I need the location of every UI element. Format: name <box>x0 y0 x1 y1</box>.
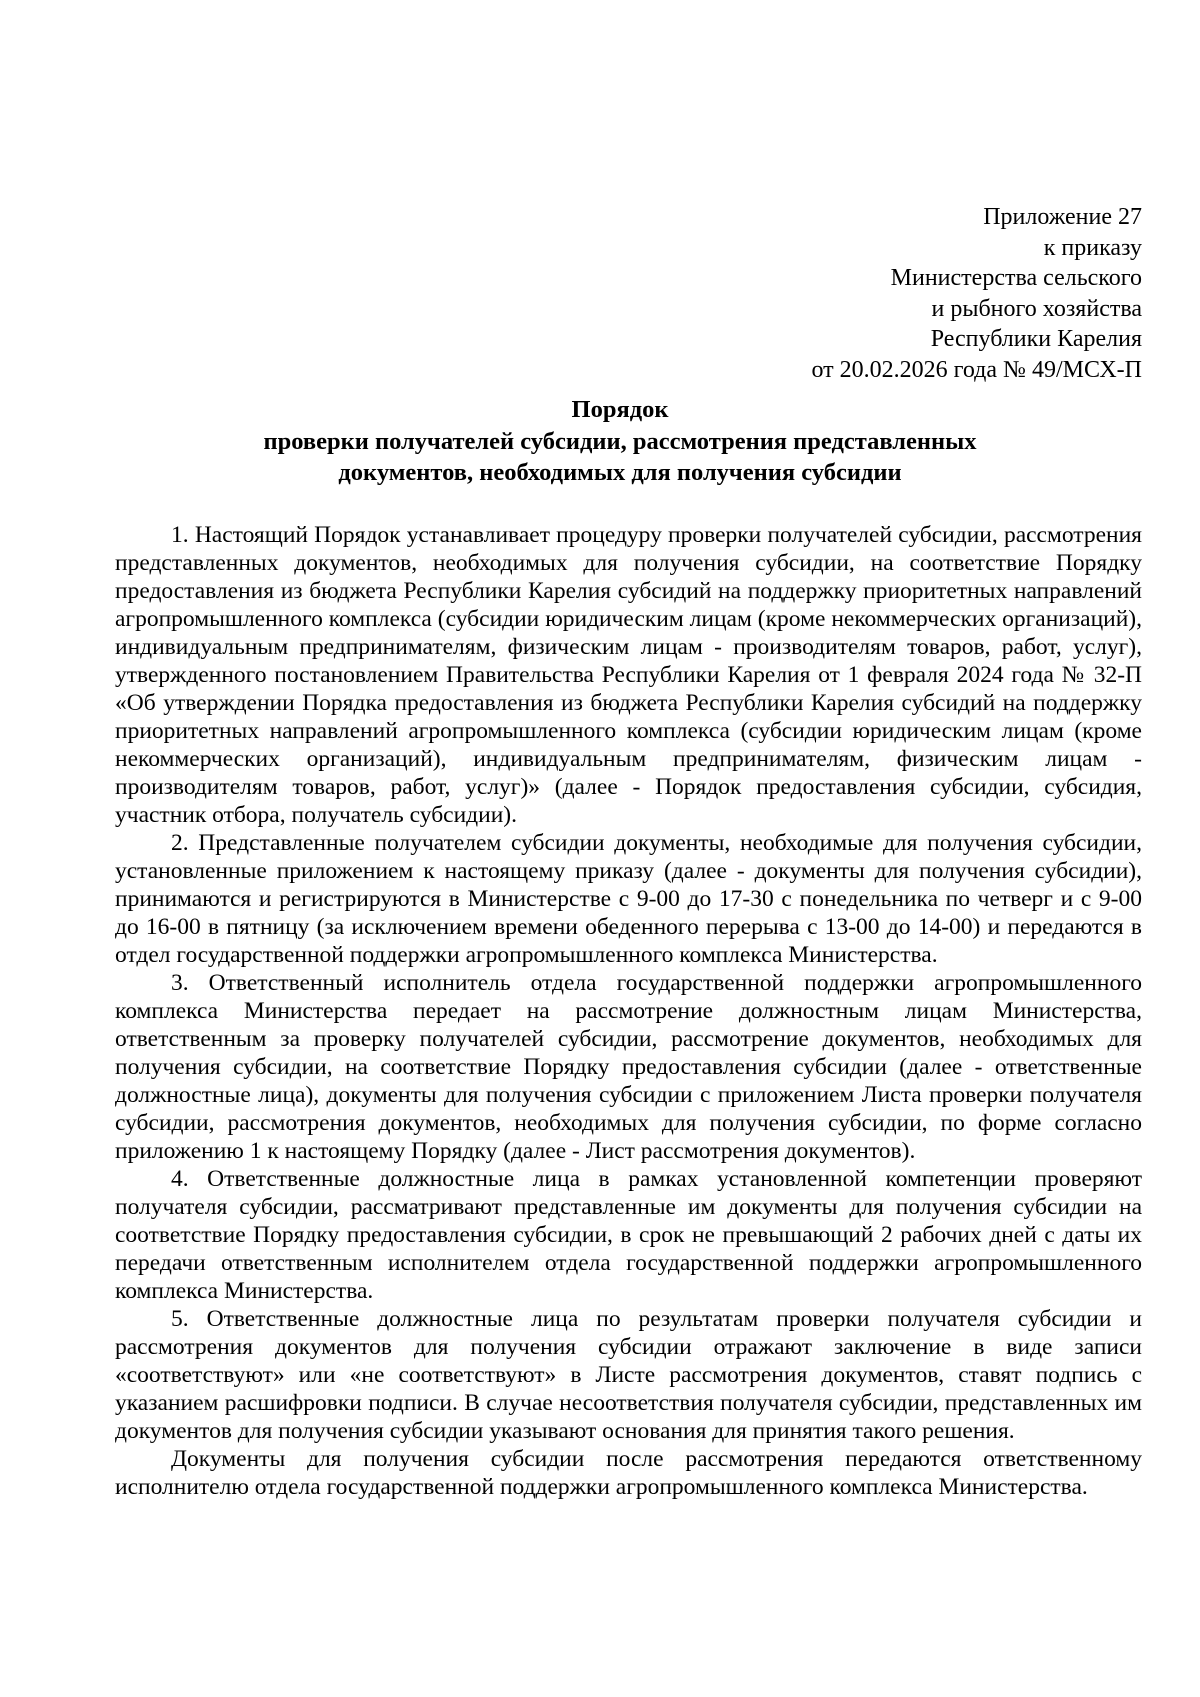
approval-line-date-number: от 20.02.2026 года № 49/МСХ-П <box>811 356 1142 383</box>
title-line-3: документов, необходимых для получения субсидии <box>338 459 902 486</box>
approval-line-ministry-cont: и рыбного хозяйства <box>931 295 1142 322</box>
paragraph-4: 4. Ответственные должностные лица в рамках установленной компетенции проверяют получателя субсидии, рассматривают представленные им документы для получения субсидии на соответствие Порядку предоставления субсидии, в срок не превышающий 2 рабочих дней с даты их передачи ответственным исполнителем отдела государственной поддержки агропромышленного комплекса Министерства. <box>115 1166 1142 1304</box>
approval-line-republic: Республики Карелия <box>930 326 1142 352</box>
paragraph-1: 1. Настоящий Порядок устанавливает процедуру проверки получателей субсидии, рассмотрения представленных документов, необходимых для получения субсидии, на соответствие Порядку предоставления из бюджета Республики Карелия субсидий на поддержку приоритетных направлений агропромышленного комплекса (субсидии юридическим лицам (кроме некоммерческих организаций), индивидуальным предпринимателям, физическим лицам - производителям товаров, работ, услуг), утвержденного постановлением Правительства Республики Карелия от 1 февраля 2024 года № 32-П «Об утверждении Порядка предоставления из бюджета Республики Карелия субсидий на поддержку приоритетных направлений агропромышленного комплекса (субсидии юридическим лицам (кроме некоммерческих организаций), индивидуальным предпринимателям, физическим лицам - производителям товаров, работ, услуг)» (далее - Порядок предоставления субсидии, субсидия, участник отбора, получатель субсидии). <box>115 522 1142 828</box>
paragraph-3: 3. Ответственный исполнитель отдела государственной поддержки агропромышленного комплекса Министерства передает на рассмотрение должностным лицам Министерства, ответственным за проверку получателей субсидии, рассмотрение документов, необходимых для получения субсидии, на соответствие Порядку предоставления субсидии (далее - ответственные должностные лица), документы для получения субсидии с приложением Листа проверки получателя субсидии, рассмотрения документов, необходимых для получения субсидии, по форме согласно приложению 1 к настоящему Порядку (далее - Лист рассмотрения документов). <box>115 970 1142 1164</box>
paragraph-2: 2. Представленные получателем субсидии документы, необходимые для получения субсидии, установленные приложением к настоящему приказу (далее - документы для получения субсидии), принимаются и регистрируются в Министерстве с 9-00 до 17-30 с понедельника по четверг и с 9-00 до 16-00 в пятницу (за исключением времени обеденного перерыва с 13-00 до 14-00) и передаются в отдел государственной поддержки агропромышленного комплекса Министерства. <box>115 830 1142 968</box>
title-line-1: Порядок <box>571 396 669 423</box>
title-line-2: проверки получателей субсидии, рассмотрения представленных <box>263 427 977 455</box>
paragraph-5: 5. Ответственные должностные лица по результатам проверки получателя субсидии и рассмотрения документов для получения субсидии отражают заключение в виде записи «соответствуют» или «не соответствуют» в Листе рассмотрения документов, ставят подпись с указанием расшифровки подписи. В случае несоответствия получателя субсидии, представленных им документов для получения субсидии указывают основания для принятия такого решения. <box>115 1306 1142 1444</box>
approval-line-ministry: Министерства сельского <box>890 265 1142 291</box>
document-body <box>115 521 1142 1501</box>
paragraph-6: Документы для получения субсидии после рассмотрения передаются ответственному исполнителю отдела государственной поддержки агропромышленного комплекса Министерства. <box>115 1446 1142 1500</box>
approval-block <box>642 202 1142 385</box>
document-title <box>100 394 1140 489</box>
approval-line-appendix: Приложение 27 <box>983 204 1142 230</box>
approval-line-to-order: к приказу <box>1043 234 1142 261</box>
